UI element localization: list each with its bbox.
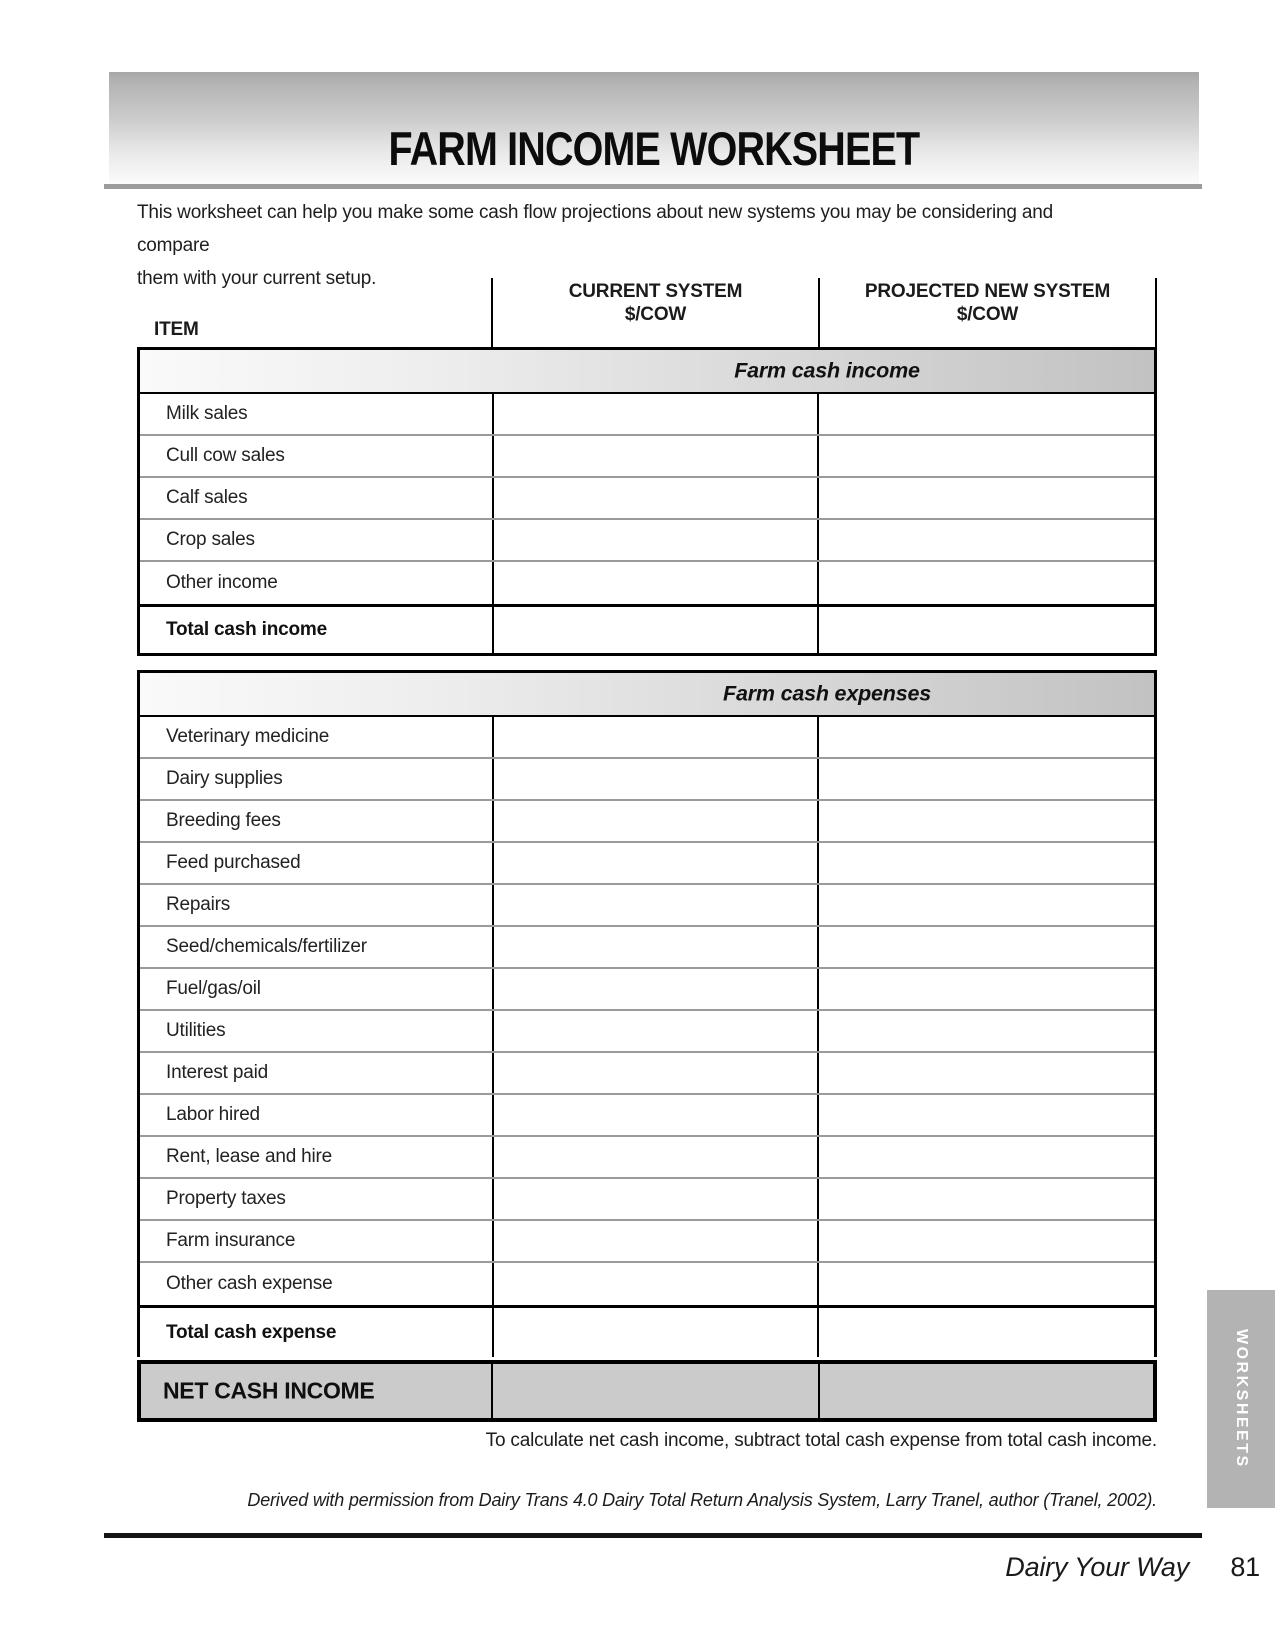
book-title: Dairy Your Way	[1005, 1552, 1190, 1582]
table-row	[140, 520, 1154, 562]
table-row	[140, 1179, 1154, 1221]
row-label: Dairy supplies	[166, 768, 283, 789]
table-row	[140, 1221, 1154, 1263]
banner	[109, 72, 1199, 184]
projected-system-value-cell	[817, 607, 1154, 653]
income-section-title: Farm cash income	[734, 358, 920, 383]
table-row	[140, 562, 1154, 604]
expenses-section-title: Farm cash expenses	[723, 681, 931, 706]
row-label: Feed purchased	[166, 852, 301, 873]
attribution-note: Derived with permission from Dairy Trans 4.0 Dairy Total Return Analysis System, Larry Tranel, author (Tranel, 2002).	[247, 1490, 1157, 1510]
current-system-value-cell	[492, 843, 817, 883]
table-row	[140, 759, 1154, 801]
row-label: Cull cow sales	[166, 445, 285, 466]
row-label: Total cash income	[166, 619, 327, 640]
projected-system-value-cell	[817, 969, 1154, 1009]
current-system-value-cell	[492, 1011, 817, 1051]
projected-system-value-cell	[817, 1053, 1154, 1093]
net-cash-income-label: NET CASH INCOME	[163, 1377, 375, 1404]
row-label: Farm insurance	[166, 1230, 296, 1251]
intro-line-2: them with your current setup.	[137, 268, 377, 289]
page-footer	[137, 1552, 1260, 1583]
table-row	[140, 717, 1154, 759]
current-system-value-cell	[492, 1308, 817, 1357]
row-label: Labor hired	[166, 1104, 260, 1125]
current-system-value-cell	[492, 717, 817, 757]
table-row	[140, 1095, 1154, 1137]
current-system-value-cell	[492, 927, 817, 967]
table-column-headers	[137, 278, 1157, 347]
projected-system-value-cell	[817, 520, 1154, 560]
banner-rule	[104, 184, 1202, 189]
projected-system-value-cell	[817, 843, 1154, 883]
current-system-value-cell	[492, 759, 817, 799]
projected-system-value-cell	[817, 1137, 1154, 1177]
expenses-section-bar	[140, 673, 1154, 717]
table-row	[140, 1137, 1154, 1179]
projected-system-value-cell	[817, 1221, 1154, 1261]
current-system-value-cell	[492, 436, 817, 476]
intro-line-1: This worksheet can help you make some cash flow projections about new systems you may be considering and compare	[137, 202, 1053, 256]
table-row	[140, 1053, 1154, 1095]
expenses-total-row	[140, 1305, 1154, 1357]
current-system-value-cell	[492, 394, 817, 434]
column-header-current-line1: CURRENT SYSTEM	[568, 281, 743, 302]
current-system-value-cell	[492, 801, 817, 841]
row-label: Calf sales	[166, 487, 248, 508]
table-row	[140, 394, 1154, 436]
column-header-current-line2: $/COW	[624, 304, 687, 325]
page-number: 81	[1230, 1552, 1260, 1582]
projected-system-value-cell	[817, 1263, 1154, 1305]
calculation-note: To calculate net cash income, subtract total cash expense from total cash income.	[485, 1430, 1157, 1451]
worksheets-tab-label: WORKSHEETS	[1233, 1329, 1250, 1469]
projected-system-value-cell	[817, 885, 1154, 925]
row-label: Veterinary medicine	[166, 726, 330, 747]
projected-system-value-cell	[817, 759, 1154, 799]
row-label: Crop sales	[166, 529, 255, 550]
projected-system-value-cell	[817, 801, 1154, 841]
projected-system-value-cell	[817, 1095, 1154, 1135]
current-system-value-cell	[492, 1263, 817, 1305]
row-label: Other cash expense	[166, 1273, 333, 1294]
projected-system-value-cell	[817, 1308, 1154, 1357]
current-system-value-cell	[492, 1053, 817, 1093]
current-system-value-cell	[492, 562, 817, 604]
income-table	[137, 347, 1157, 656]
expenses-table	[137, 670, 1157, 1357]
row-label: Interest paid	[166, 1062, 268, 1083]
table-row	[140, 801, 1154, 843]
table-row	[140, 927, 1154, 969]
current-system-value-cell	[492, 885, 817, 925]
expenses-rows	[140, 717, 1154, 1305]
column-header-item: ITEM	[154, 319, 199, 340]
table-row	[140, 1011, 1154, 1053]
column-header-projected-line2: $/COW	[956, 304, 1019, 325]
projected-system-value-cell	[817, 1011, 1154, 1051]
column-header-projected-line1: PROJECTED NEW SYSTEM	[864, 281, 1111, 302]
worksheets-tab	[1207, 1290, 1275, 1508]
projected-system-value-cell	[817, 927, 1154, 967]
table-row	[140, 1263, 1154, 1305]
table-row	[140, 885, 1154, 927]
row-label: Repairs	[166, 894, 231, 915]
income-rows	[140, 394, 1154, 604]
table-row	[140, 478, 1154, 520]
projected-system-value-cell	[817, 562, 1154, 604]
column-header-current-system	[491, 278, 818, 347]
row-label: Rent, lease and hire	[166, 1146, 333, 1167]
table-row	[140, 969, 1154, 1011]
projected-system-value-cell	[817, 394, 1154, 434]
net-cash-income-row	[137, 1360, 1157, 1422]
current-system-value-cell	[492, 1221, 817, 1261]
row-label: Other income	[166, 572, 278, 593]
current-system-value-cell	[492, 1179, 817, 1219]
projected-system-value-cell	[817, 717, 1154, 757]
current-system-value-cell	[492, 1137, 817, 1177]
current-system-value-cell	[492, 607, 817, 653]
column-divider	[491, 1364, 493, 1418]
row-label: Milk sales	[166, 403, 248, 424]
current-system-value-cell	[492, 478, 817, 518]
current-system-value-cell	[492, 1095, 817, 1135]
row-label: Seed/chemicals/fertilizer	[166, 936, 367, 957]
projected-system-value-cell	[817, 436, 1154, 476]
income-section-bar	[140, 350, 1154, 394]
projected-system-value-cell	[817, 478, 1154, 518]
row-label: Utilities	[166, 1020, 226, 1041]
current-system-value-cell	[492, 969, 817, 1009]
row-label: Property taxes	[166, 1188, 286, 1209]
footer-rule	[104, 1533, 1202, 1538]
column-divider	[818, 1364, 820, 1418]
table-row	[140, 843, 1154, 885]
column-header-projected-system	[818, 278, 1157, 347]
row-label: Fuel/gas/oil	[166, 978, 261, 999]
projected-system-value-cell	[817, 1179, 1154, 1219]
table-row	[140, 436, 1154, 478]
income-total-row	[140, 604, 1154, 653]
current-system-value-cell	[492, 520, 817, 560]
row-label: Total cash expense	[166, 1321, 337, 1343]
row-label: Breeding fees	[166, 810, 281, 831]
page-title: FARM INCOME WORKSHEET	[388, 122, 920, 175]
